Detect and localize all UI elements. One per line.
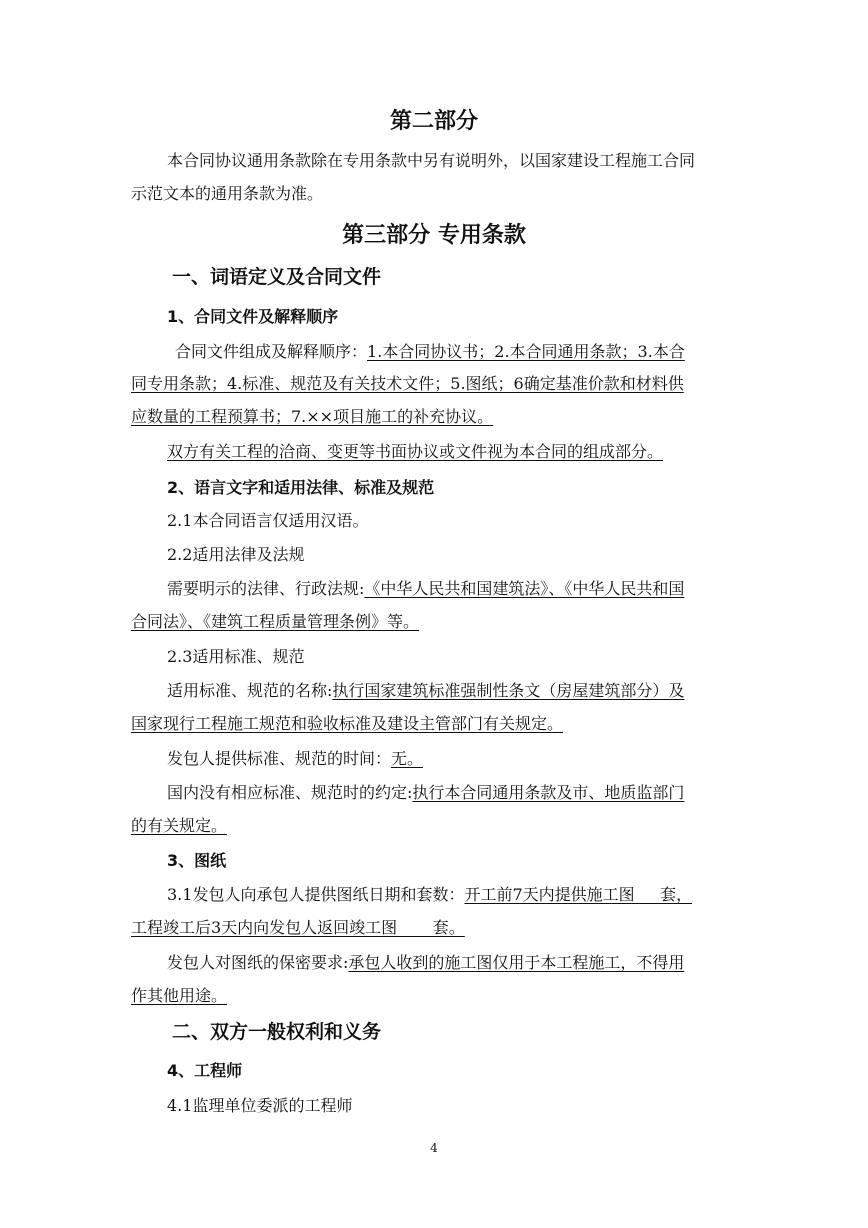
- item3-heading: 3、图纸: [167, 851, 227, 870]
- std-value1: 执行国家建筑标准强制性条文（房屋建筑部分）及: [332, 681, 685, 700]
- page-number: 4: [430, 1141, 438, 1155]
- secret-line1: [0, 952, 868, 974]
- s31-value2: 工程竣工后3天内向发包人返回竣工图 套。: [131, 918, 465, 937]
- item1-line1: [0, 341, 868, 363]
- item1-line2: [0, 373, 868, 395]
- section1-heading: 一、词语定义及合同文件: [172, 266, 382, 288]
- part2-paragraph-line2: 示范文本的通用条款为准。: [131, 184, 324, 203]
- none-line1: [0, 782, 868, 804]
- none-value1: 执行本合同通用条款及市、地质监部门: [412, 783, 685, 802]
- item4-s41: 4.1监理单位委派的工程师: [167, 1096, 353, 1115]
- law-label: 需要明示的法律、行政法规:: [167, 579, 365, 598]
- std-line2: [0, 713, 868, 735]
- item2-s22: 2.2适用法律及法规: [167, 545, 305, 564]
- secret-value2: 作其他用途。: [131, 986, 228, 1005]
- s31-value1: 开工前7天内提供施工图 套，: [464, 885, 693, 904]
- item1-heading: 1、合同文件及解释顺序: [167, 307, 339, 326]
- item1-line1-value: 1.本合同协议书；2.本合同通用条款；3.本合: [367, 342, 685, 361]
- item1-line4: [0, 441, 868, 463]
- time-label: 发包人提供标准、规范的时间：: [167, 749, 392, 768]
- std-line1: [0, 680, 868, 702]
- law-value2: 合同法》、《建筑工程质量管理条例》等。: [131, 612, 420, 631]
- std-label: 适用标准、规范的名称:: [167, 681, 333, 700]
- secret-label: 发包人对图纸的保密要求:: [167, 953, 349, 972]
- none-line2: [0, 815, 868, 837]
- item1-line3: [0, 406, 868, 428]
- part3-title: 第三部分 专用条款: [342, 223, 526, 248]
- s31-label: 3.1发包人向承包人提供图纸日期和套数：: [167, 885, 465, 904]
- item2-heading: 2、语言文字和适用法律、标准及规范: [167, 478, 435, 497]
- law-value1: 《中华人民共和国建筑法》、《中华人民共和国: [364, 579, 685, 598]
- item1-line4-text: 双方有关工程的洽商、变更等书面协议或文件视为本合同的组成部分。: [167, 442, 664, 461]
- item2-s23: 2.3适用标准、规范: [167, 647, 305, 666]
- s31-line1: [0, 884, 868, 906]
- law-line2: [0, 611, 868, 633]
- item1-line2-text: 同专用条款；4.标准、规范及有关技术文件；5.图纸；6确定基准价款和材料供: [131, 374, 684, 393]
- none-value2: 的有关规定。: [131, 816, 228, 835]
- secret-line2: [0, 985, 868, 1007]
- s31-line2: [0, 917, 868, 939]
- item1-line1-label: 合同文件组成及解释顺序：: [175, 342, 368, 361]
- time-value: 无。: [391, 749, 424, 768]
- item4-heading: 4、工程师: [167, 1061, 243, 1080]
- secret-value1: 承包人收到的施工图仅用于本工程施工，不得用: [348, 953, 685, 972]
- law-line1: [0, 578, 868, 600]
- part2-title: 第二部分: [389, 109, 478, 134]
- time-line: [0, 748, 868, 770]
- part2-paragraph-line1: 本合同协议通用条款除在专用条款中另有说明外，以国家建设工程施工合同: [167, 151, 696, 170]
- item1-line3-text: 应数量的工程预算书；7.××项目施工的补充协议。: [131, 407, 494, 426]
- section2-heading: 二、双方一般权利和义务: [172, 1021, 382, 1043]
- none-label: 国内没有相应标准、规范时的约定:: [167, 783, 413, 802]
- item2-s21: 2.1本合同语言仅适用汉语。: [167, 511, 369, 530]
- std-value2: 国家现行工程施工规范和验收标准及建设主管部门有关规定。: [131, 714, 564, 733]
